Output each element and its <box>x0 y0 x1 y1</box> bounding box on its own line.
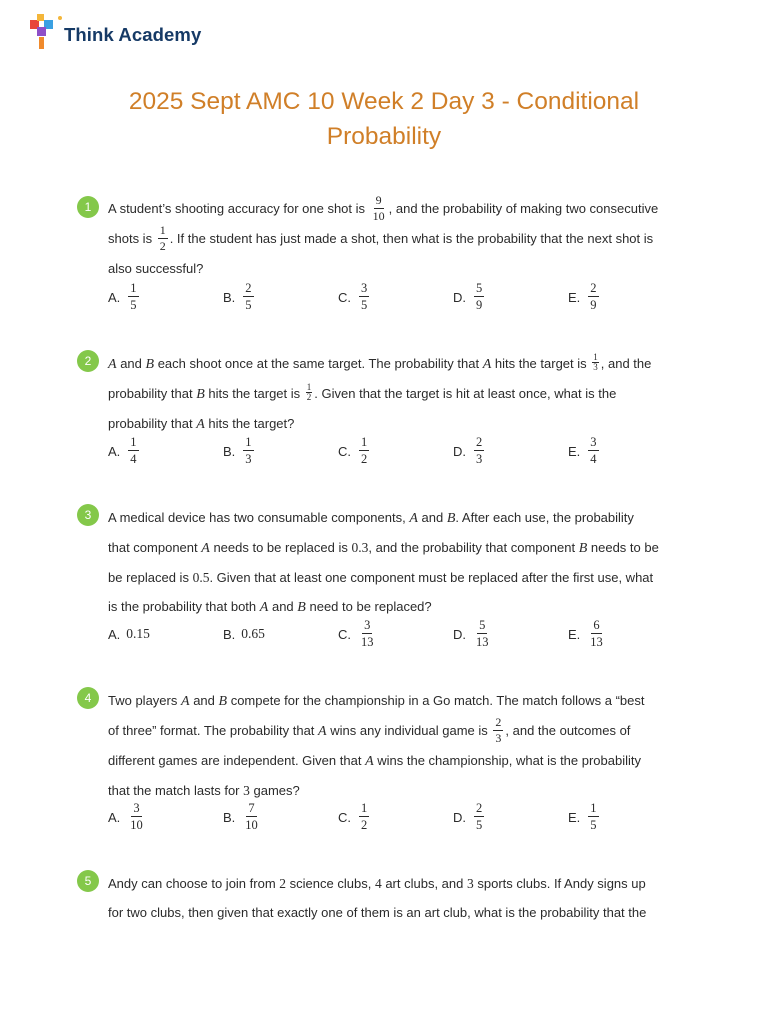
choice-e[interactable]: E. $\frac{6}{13}$ <box>568 617 603 649</box>
choice-a[interactable]: A. $\frac{1}{5}$ <box>108 280 137 312</box>
choice-e[interactable]: E. $\frac{2}{9}$ <box>568 280 597 312</box>
choice-d[interactable]: D. $\frac{2}{5}$ <box>453 800 483 832</box>
choice-a[interactable]: A. $\frac{1}{4}$ <box>108 434 137 466</box>
choice-e[interactable]: E. $\frac{3}{4}$ <box>568 434 597 466</box>
choice-b[interactable]: B. 0.65 <box>223 626 265 642</box>
fraction: $\frac{2}{3}$ <box>495 715 502 746</box>
question-1-choices <box>108 280 688 314</box>
fraction: $\frac{9}{10}$ <box>372 193 385 224</box>
choice-d[interactable]: D. $\frac{5}{9}$ <box>453 280 483 312</box>
fraction: $\frac{1}{3}$ <box>593 352 598 373</box>
question-4-choices <box>108 800 688 834</box>
question-number-badge: 1 <box>77 196 99 218</box>
question-3-choices <box>108 617 688 651</box>
choice-b[interactable]: B. $\frac{7}{10}$ <box>223 800 258 832</box>
question-number-badge: 3 <box>77 504 99 526</box>
choice-c[interactable]: C. $\frac{3}{13}$ <box>338 617 374 649</box>
question-number-badge: 5 <box>77 870 99 892</box>
question-3-text: A medical device has two consumable components, A and B. After each use, the probability that component A needs to be replaced is 0.3, and the probability that component B needs to be be replaced is 0.5. Given that at least one component must be replaced after the first use, what is the probability that both A and B need to be replaced? <box>108 510 659 615</box>
choice-d[interactable]: D. $\frac{2}{3}$ <box>453 434 483 466</box>
question-2-choices <box>108 434 688 468</box>
choice-b[interactable]: B. $\frac{2}{5}$ <box>223 280 252 312</box>
fraction: $\frac{1}{2}$ <box>159 223 166 254</box>
choice-c[interactable]: C. $\frac{1}{2}$ <box>338 800 368 832</box>
question-1-text: A student’s shooting accuracy for one shot is $\frac{9}{10}$ , and the probability of making two consecutive shots is $\frac{1}{2}$ . If the student has just made a shot, then what is the probability that the next shot is also successful? <box>108 193 659 277</box>
title-line-2: Probability <box>326 123 442 150</box>
title-line-1: 2025 Sept AMC 10 Week 2 Day 3 - Conditional <box>128 88 640 115</box>
question-5-text: Andy can choose to join from 2 science clubs, 4 art clubs, and 3 sports clubs. If Andy signs up for two clubs, then given that exactly one of them is an art club, what is the probability that the <box>108 876 647 920</box>
choice-d[interactable]: D. $\frac{5}{13}$ <box>453 617 489 649</box>
choice-c[interactable]: C. $\frac{3}{5}$ <box>338 280 368 312</box>
logo-text: Think Academy <box>64 24 202 45</box>
choice-b[interactable]: B. $\frac{1}{3}$ <box>223 434 252 466</box>
fraction: $\frac{1}{2}$ <box>306 382 312 403</box>
think-academy-logo <box>28 12 64 52</box>
choice-a[interactable]: A. $\frac{3}{10}$ <box>108 800 143 832</box>
logo-mark-icon <box>28 12 64 52</box>
question-number-badge: 2 <box>77 350 99 372</box>
question-number-badge: 4 <box>77 687 99 709</box>
choice-c[interactable]: C. $\frac{1}{2}$ <box>338 434 368 466</box>
page-title <box>0 84 768 154</box>
question-2-text: A and B each shoot once at the same target. The probability that A hits the target is $\frac{1}{3}$ , and the probability that B hits the target is $\frac{1}{2}$ . Given that the target is hit at least once, what is the probability that A hits the target? <box>108 352 652 432</box>
choice-e[interactable]: E. $\frac{1}{5}$ <box>568 800 597 832</box>
question-4-text: Two players A and B compete for the championship in a Go match. The match follows a “best of three” format. The probability that A wins any individual game is $\frac{2}{3}$ , and the outcomes of different games are independent. Given that A wins the championship, what is the probability that the match lasts for 3 games? <box>108 693 645 799</box>
choice-a[interactable]: A. 0.15 <box>108 626 150 642</box>
